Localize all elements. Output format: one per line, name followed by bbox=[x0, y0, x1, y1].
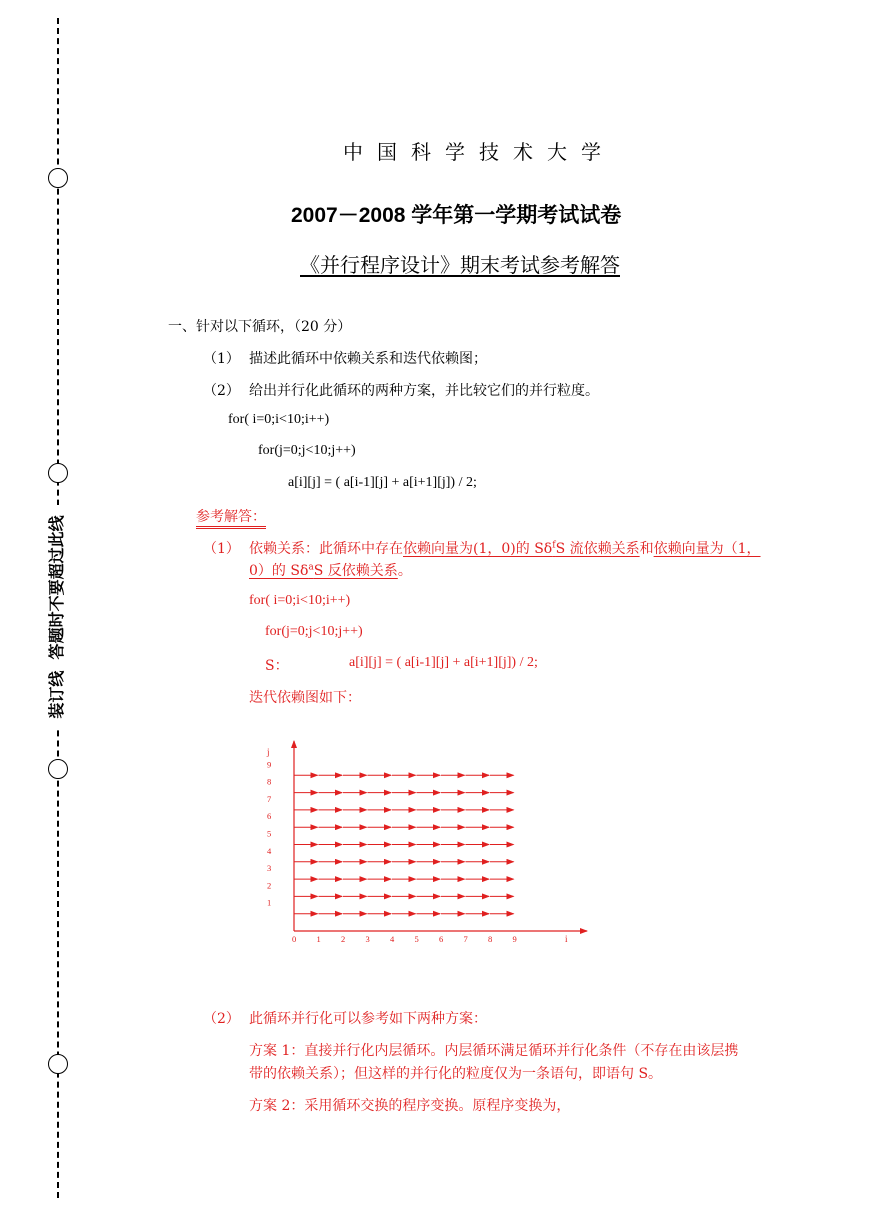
y-tick-label: 1 bbox=[267, 897, 272, 908]
x-tick-label: 1 bbox=[316, 934, 321, 944]
x-tick-label: 6 bbox=[439, 934, 444, 944]
dependency-line1 bbox=[249, 538, 761, 558]
x-tick-label: 2 bbox=[341, 934, 346, 944]
dependency-line2 bbox=[249, 560, 412, 580]
binding-note bbox=[45, 505, 69, 729]
graph-intro: 迭代依赖图如下： bbox=[249, 690, 361, 706]
answer-part-num: （2） bbox=[203, 1011, 240, 1027]
y-tick-label: 5 bbox=[267, 828, 272, 839]
y-tick-label: 2 bbox=[267, 880, 272, 891]
scheme2: 方案 2：采用循环交换的程序变换。原程序变换为， bbox=[249, 1098, 571, 1114]
x-tick-label: 5 bbox=[414, 934, 419, 944]
binding-note-part2: 答题时不要超过此线 bbox=[47, 515, 66, 660]
y-tick-label: 6 bbox=[267, 811, 272, 822]
y-axis-label: j bbox=[267, 747, 270, 757]
dep-vec1-text: 依赖向量为(1，0)的 Sδ bbox=[403, 541, 553, 557]
answer-code-line: for(j=0;j<10;j++) bbox=[265, 624, 363, 639]
x-axis-label: i bbox=[565, 934, 568, 944]
dep-lead: 依赖关系：此循环中存在 bbox=[249, 541, 403, 557]
question-item-num: （1） bbox=[203, 351, 240, 367]
x-tick-label: 0 bbox=[292, 934, 297, 944]
binding-note-part1: 装订线 bbox=[47, 670, 66, 719]
x-tick-label: 8 bbox=[488, 934, 493, 944]
question-item-num: （2） bbox=[203, 383, 240, 399]
part2-intro: 此循环并行化可以参考如下两种方案： bbox=[249, 1011, 487, 1027]
university-name: 中国科学技术大学 bbox=[343, 140, 615, 164]
dep-vec2-tail: S 反依赖关系 bbox=[313, 563, 398, 579]
dep-vec1-tail: S 流依赖关系 bbox=[555, 541, 640, 557]
x-tick-label: 7 bbox=[463, 934, 468, 944]
iteration-dependency-graph bbox=[255, 735, 600, 950]
question-item-text: 给出并行化此循环的两种方案，并比较它们的并行粒度。 bbox=[249, 383, 599, 399]
binding-hole bbox=[48, 1054, 68, 1074]
dep-vector-1 bbox=[403, 541, 640, 557]
x-tick-label: 9 bbox=[512, 934, 517, 944]
exam-title: 2007－2008 学年第一学期考试试卷 bbox=[291, 204, 622, 227]
statement-label: S： bbox=[265, 658, 289, 674]
answer-label: 参考解答： bbox=[196, 509, 266, 529]
question-heading: 一、针对以下循环，（20 分） bbox=[168, 319, 352, 335]
dep-vector-2: 依赖向量为（1， bbox=[653, 541, 761, 557]
answer-part-num: （1） bbox=[203, 541, 240, 557]
y-tick-label: 9 bbox=[267, 759, 272, 770]
course-title: 《并行程序设计》期末考试参考解答 bbox=[300, 253, 620, 277]
x-tick-label: 4 bbox=[390, 934, 395, 944]
y-tick-label: 8 bbox=[267, 776, 272, 787]
y-tick-label: 4 bbox=[267, 845, 272, 856]
dep-and: 和 bbox=[639, 541, 654, 557]
dep-sup2: a bbox=[308, 562, 314, 573]
x-tick-label: 3 bbox=[365, 934, 370, 944]
dep-sup1: f bbox=[552, 540, 556, 551]
code-line: for(j=0;j<10;j++) bbox=[258, 443, 356, 458]
binding-hole bbox=[48, 463, 68, 483]
answer-code-line: a[i][j] = ( a[i-1][j] + a[i+1][j]) / 2; bbox=[349, 655, 538, 670]
scheme1-line2: 带的依赖关系）；但这样的并行化的粒度仅为一条语句，即语句 S。 bbox=[249, 1066, 663, 1082]
dep-vector-2-cont bbox=[249, 563, 398, 579]
dep-end: 。 bbox=[397, 563, 412, 579]
code-line: a[i][j] = ( a[i-1][j] + a[i+1][j]) / 2; bbox=[288, 475, 477, 490]
dep-vec2-line2: 0）的 Sδ bbox=[249, 563, 309, 579]
y-tick-label: 7 bbox=[267, 793, 272, 804]
answer-code-line: for( i=0;i<10;i++) bbox=[249, 593, 351, 608]
question-item-text: 描述此循环中依赖关系和迭代依赖图； bbox=[249, 351, 487, 367]
code-line: for( i=0;i<10;i++) bbox=[228, 412, 330, 427]
scheme1-line1: 方案 1：直接并行化内层循环。内层循环满足循环并行化条件（不存在由该层携 bbox=[249, 1043, 739, 1059]
binding-hole bbox=[48, 759, 68, 779]
binding-hole bbox=[48, 168, 68, 188]
y-tick-label: 3 bbox=[267, 863, 272, 874]
